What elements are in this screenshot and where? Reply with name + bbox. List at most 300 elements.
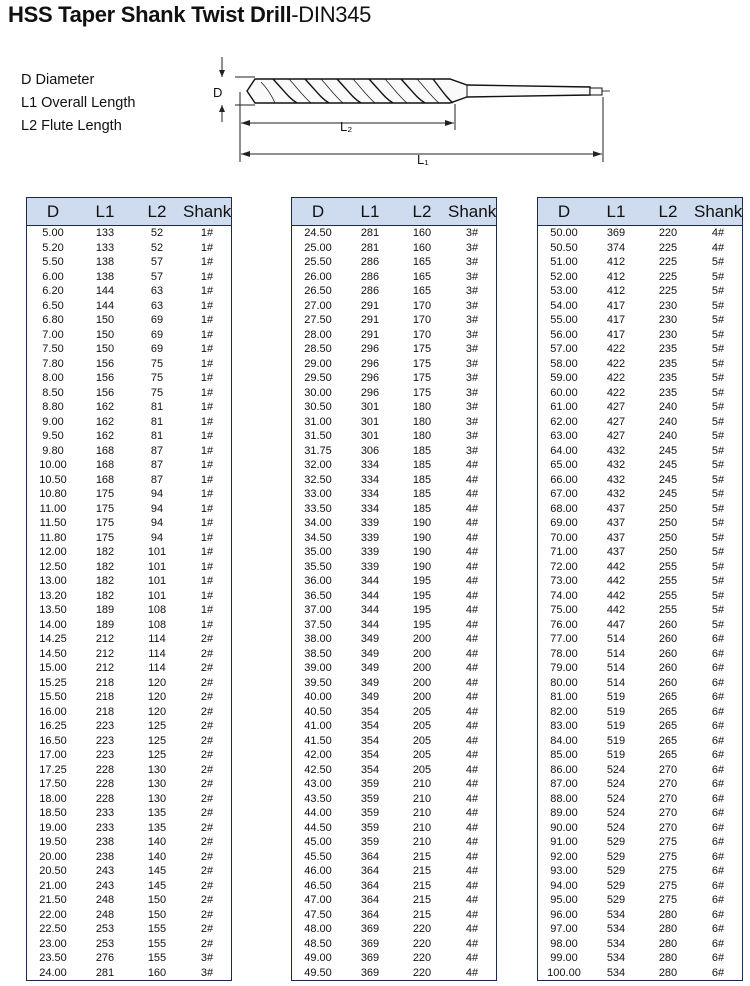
cell-overall-length: 349 <box>360 662 380 674</box>
cell-flute-length: 280 <box>658 908 678 921</box>
cell-overall-length: 529 <box>606 850 626 863</box>
cell-diameter: 54.00 <box>550 299 578 312</box>
cell-flute-length: 220 <box>658 227 678 239</box>
cell-diameter: 16.00 <box>39 705 67 718</box>
table-row <box>292 357 496 372</box>
cell-overall-length: 218 <box>95 705 115 718</box>
drill-diagram <box>205 52 625 172</box>
table-row <box>538 966 742 981</box>
cell-diameter: 64.00 <box>550 444 578 457</box>
cell-shank: 3# <box>465 227 479 239</box>
cell-overall-length: 369 <box>360 952 380 964</box>
cell-shank: 5# <box>711 415 725 428</box>
cell-shank: 6# <box>711 676 725 689</box>
cell-flute-length: 120 <box>147 691 167 703</box>
cell-diameter: 19.50 <box>39 836 67 848</box>
cell-overall-length: 534 <box>606 937 626 950</box>
cell-shank: 1# <box>200 560 214 573</box>
cell-shank: 4# <box>711 241 725 254</box>
cell-diameter: 25.00 <box>304 241 332 254</box>
cell-flute-length: 63 <box>150 299 164 312</box>
cell-shank: 1# <box>200 589 214 602</box>
cell-flute-length: 101 <box>147 560 167 573</box>
cell-shank: 1# <box>200 488 214 500</box>
cell-flute-length: 69 <box>150 343 164 355</box>
cell-overall-length: 339 <box>360 546 380 558</box>
cell-flute-length: 235 <box>658 386 678 399</box>
cell-overall-length: 162 <box>95 401 115 413</box>
cell-shank: 4# <box>465 879 479 892</box>
cell-shank: 6# <box>711 807 725 819</box>
cell-flute-length: 200 <box>412 633 432 645</box>
table-row <box>292 806 496 821</box>
cell-diameter: 67.00 <box>550 488 578 500</box>
cell-overall-length: 286 <box>360 256 380 268</box>
cell-diameter: 8.50 <box>42 386 64 399</box>
spec-table-1 <box>26 197 232 981</box>
cell-overall-length: 182 <box>95 589 115 602</box>
cell-shank: 6# <box>711 850 725 863</box>
table-row <box>538 241 742 256</box>
table-row <box>538 922 742 937</box>
cell-diameter: 27.00 <box>304 299 332 312</box>
cell-shank: 1# <box>200 415 214 428</box>
table-row <box>538 864 742 879</box>
table-row <box>27 400 231 415</box>
cell-flute-length: 275 <box>658 894 678 906</box>
cell-shank: 6# <box>711 662 725 674</box>
cell-flute-length: 240 <box>658 430 678 442</box>
cell-overall-length: 514 <box>606 662 626 674</box>
cell-shank: 1# <box>200 575 214 587</box>
cell-overall-length: 432 <box>606 459 626 471</box>
table-row <box>292 821 496 836</box>
table-row <box>538 531 742 546</box>
cell-flute-length: 250 <box>658 502 678 515</box>
cell-flute-length: 200 <box>412 676 432 689</box>
cell-diameter: 56.00 <box>550 328 578 341</box>
cell-flute-length: 81 <box>150 401 164 413</box>
cell-overall-length: 422 <box>606 386 626 399</box>
cell-shank: 6# <box>711 908 725 921</box>
cell-overall-length: 529 <box>606 879 626 892</box>
cell-shank: 4# <box>465 937 479 950</box>
table-row <box>292 574 496 589</box>
table-row <box>292 690 496 705</box>
table-row <box>292 676 496 691</box>
cell-flute-length: 280 <box>658 937 678 950</box>
cell-diameter: 94.00 <box>550 879 578 892</box>
table-row <box>538 879 742 894</box>
cell-overall-length: 286 <box>360 270 380 283</box>
cell-flute-length: 130 <box>147 792 167 805</box>
table-row <box>538 574 742 589</box>
table-row <box>538 545 742 560</box>
cell-diameter: 82.00 <box>550 705 578 718</box>
cell-overall-length: 296 <box>360 343 380 355</box>
cell-overall-length: 168 <box>95 473 115 486</box>
cell-overall-length: 422 <box>606 343 626 355</box>
table-row <box>27 850 231 865</box>
cell-flute-length: 170 <box>412 299 432 312</box>
cell-overall-length: 162 <box>95 415 115 428</box>
cell-diameter: 57.00 <box>550 343 578 355</box>
cell-diameter: 89.00 <box>550 807 578 819</box>
cell-flute-length: 160 <box>412 227 432 239</box>
cell-flute-length: 185 <box>412 444 432 457</box>
cell-shank: 2# <box>200 778 214 790</box>
cell-diameter: 30.00 <box>304 386 332 399</box>
column-header-flute-length: L2 <box>658 202 678 221</box>
table-row <box>292 516 496 531</box>
cell-shank: 6# <box>711 966 725 979</box>
table-row <box>292 879 496 894</box>
cell-overall-length: 359 <box>360 821 380 834</box>
cell-flute-length: 230 <box>658 299 678 312</box>
cell-overall-length: 228 <box>95 778 115 790</box>
cell-overall-length: 514 <box>606 633 626 645</box>
cell-overall-length: 369 <box>606 227 626 239</box>
cell-diameter: 41.50 <box>304 734 332 747</box>
cell-flute-length: 225 <box>658 270 678 283</box>
cell-shank: 3# <box>465 328 479 341</box>
cell-shank: 4# <box>465 459 479 471</box>
table-row <box>292 386 496 401</box>
cell-overall-length: 150 <box>95 328 115 341</box>
table-row <box>27 806 231 821</box>
cell-shank: 2# <box>200 908 214 921</box>
table-row <box>27 908 231 923</box>
cell-diameter: 42.50 <box>304 763 332 776</box>
cell-overall-length: 369 <box>360 923 380 935</box>
cell-flute-length: 175 <box>412 343 432 355</box>
title-main: HSS Taper Shank Twist Drill <box>8 2 292 27</box>
cell-diameter: 36.50 <box>304 589 332 602</box>
table-row <box>27 516 231 531</box>
cell-overall-length: 281 <box>95 966 115 979</box>
table-row <box>538 371 742 386</box>
table-row <box>538 719 742 734</box>
cell-flute-length: 200 <box>412 662 432 674</box>
cell-diameter: 59.00 <box>550 372 578 384</box>
cell-diameter: 8.00 <box>42 372 64 384</box>
cell-flute-length: 63 <box>150 285 164 297</box>
cell-shank: 5# <box>711 459 725 471</box>
cell-diameter: 80.00 <box>550 676 578 689</box>
table-row <box>27 937 231 952</box>
table-row <box>292 777 496 792</box>
cell-diameter: 87.00 <box>550 778 578 790</box>
cell-diameter: 10.80 <box>39 488 67 500</box>
cell-overall-length: 514 <box>606 676 626 689</box>
cell-overall-length: 223 <box>95 749 115 761</box>
table-row <box>538 893 742 908</box>
cell-overall-length: 427 <box>606 415 626 428</box>
column-header-diameter: D <box>557 202 571 221</box>
cell-flute-length: 145 <box>147 865 167 877</box>
cell-shank: 2# <box>200 923 214 935</box>
cell-overall-length: 334 <box>360 502 380 515</box>
cell-diameter: 22.50 <box>39 923 67 935</box>
cell-shank: 5# <box>711 517 725 529</box>
cell-shank: 4# <box>465 923 479 935</box>
table-row <box>538 937 742 952</box>
cell-flute-length: 170 <box>412 328 432 341</box>
cell-shank: 2# <box>200 850 214 863</box>
cell-shank: 6# <box>711 792 725 805</box>
table-row <box>292 328 496 343</box>
cell-flute-length: 245 <box>658 444 678 457</box>
cell-overall-length: 301 <box>360 430 380 442</box>
cell-diameter: 51.00 <box>550 256 578 268</box>
cell-flute-length: 270 <box>658 807 678 819</box>
table-row <box>27 661 231 676</box>
cell-diameter: 13.50 <box>39 604 67 616</box>
cell-overall-length: 243 <box>95 865 115 877</box>
table-row <box>292 850 496 865</box>
cell-flute-length: 220 <box>412 937 432 950</box>
cell-diameter: 83.00 <box>550 720 578 732</box>
cell-shank: 2# <box>200 865 214 877</box>
table-row <box>538 560 742 575</box>
cell-flute-length: 87 <box>150 444 164 457</box>
cell-shank: 2# <box>200 734 214 747</box>
cell-overall-length: 369 <box>360 966 380 979</box>
cell-shank: 2# <box>200 705 214 718</box>
table-row <box>27 792 231 807</box>
table-row <box>292 226 496 241</box>
cell-shank: 6# <box>711 879 725 892</box>
cell-diameter: 27.50 <box>304 314 332 326</box>
cell-diameter: 34.00 <box>304 517 332 529</box>
table-row <box>292 371 496 386</box>
cell-overall-length: 412 <box>606 270 626 283</box>
cell-shank: 3# <box>200 966 214 979</box>
table-row <box>538 386 742 401</box>
cell-flute-length: 150 <box>147 894 167 906</box>
table-row <box>27 893 231 908</box>
cell-shank: 2# <box>200 807 214 819</box>
cell-shank: 4# <box>465 807 479 819</box>
cell-shank: 3# <box>465 299 479 312</box>
cell-shank: 1# <box>200 502 214 515</box>
cell-overall-length: 364 <box>360 865 380 877</box>
cell-shank: 6# <box>711 923 725 935</box>
cell-diameter: 12.50 <box>39 560 67 573</box>
cell-shank: 4# <box>465 763 479 776</box>
cell-flute-length: 69 <box>150 314 164 326</box>
table-row <box>292 647 496 662</box>
table-row <box>27 429 231 444</box>
cell-flute-length: 275 <box>658 865 678 877</box>
cell-diameter: 90.00 <box>550 821 578 834</box>
cell-shank: 3# <box>465 314 479 326</box>
cell-overall-length: 301 <box>360 415 380 428</box>
cell-shank: 1# <box>200 517 214 529</box>
cell-diameter: 36.00 <box>304 575 332 587</box>
cell-shank: 1# <box>200 270 214 283</box>
cell-diameter: 23.00 <box>39 937 67 950</box>
cell-diameter: 48.50 <box>304 937 332 950</box>
cell-flute-length: 120 <box>147 676 167 689</box>
cell-flute-length: 270 <box>658 778 678 790</box>
cell-overall-length: 354 <box>360 705 380 718</box>
cell-diameter: 5.00 <box>42 227 64 239</box>
column-header-flute-length: L2 <box>412 202 432 221</box>
cell-diameter: 91.00 <box>550 836 578 848</box>
cell-flute-length: 57 <box>150 270 164 283</box>
cell-flute-length: 81 <box>150 415 164 428</box>
table-row <box>27 821 231 836</box>
cell-overall-length: 168 <box>95 444 115 457</box>
table-row <box>292 531 496 546</box>
cell-overall-length: 427 <box>606 430 626 442</box>
cell-diameter: 45.50 <box>304 850 332 863</box>
table-row <box>27 719 231 734</box>
cell-flute-length: 190 <box>412 531 432 544</box>
table-row <box>538 313 742 328</box>
cell-overall-length: 138 <box>95 270 115 283</box>
cell-overall-length: 281 <box>360 227 380 239</box>
table-row <box>538 777 742 792</box>
cell-flute-length: 265 <box>658 749 678 761</box>
table-row <box>292 284 496 299</box>
cell-overall-length: 339 <box>360 560 380 573</box>
cell-shank: 3# <box>465 386 479 399</box>
cell-shank: 4# <box>465 691 479 703</box>
cell-overall-length: 442 <box>606 575 626 587</box>
cell-overall-length: 339 <box>360 517 380 529</box>
cell-flute-length: 260 <box>658 662 678 674</box>
cell-shank: 4# <box>465 676 479 689</box>
table-row <box>292 951 496 966</box>
cell-shank: 1# <box>200 372 214 384</box>
table-row <box>292 444 496 459</box>
cell-overall-length: 306 <box>360 444 380 457</box>
cell-overall-length: 175 <box>95 517 115 529</box>
cell-flute-length: 190 <box>412 517 432 529</box>
cell-overall-length: 286 <box>360 285 380 297</box>
table-row <box>292 966 496 981</box>
cell-flute-length: 160 <box>412 241 432 254</box>
cell-shank: 1# <box>200 531 214 544</box>
cell-diameter: 18.00 <box>39 792 67 805</box>
cell-overall-length: 253 <box>95 937 115 950</box>
cell-flute-length: 270 <box>658 792 678 805</box>
cell-shank: 2# <box>200 937 214 950</box>
cell-flute-length: 205 <box>412 734 432 747</box>
cell-overall-length: 364 <box>360 908 380 921</box>
table-row <box>27 618 231 633</box>
cell-shank: 3# <box>465 343 479 355</box>
cell-overall-length: 238 <box>95 850 115 863</box>
spec-table-2 <box>291 197 497 981</box>
cell-flute-length: 190 <box>412 560 432 573</box>
cell-overall-length: 349 <box>360 633 380 645</box>
cell-overall-length: 344 <box>360 575 380 587</box>
table-row <box>292 937 496 952</box>
cell-flute-length: 140 <box>147 850 167 863</box>
cell-flute-length: 114 <box>148 647 166 660</box>
table-row <box>27 603 231 618</box>
cell-flute-length: 57 <box>150 256 164 268</box>
table-row <box>292 255 496 270</box>
cell-flute-length: 245 <box>658 473 678 486</box>
cell-flute-length: 200 <box>412 647 432 660</box>
cell-flute-length: 235 <box>658 372 678 384</box>
cell-diameter: 79.00 <box>550 662 578 674</box>
cell-flute-length: 52 <box>150 227 164 239</box>
l2-dimension-label: L₂ <box>340 119 353 134</box>
cell-overall-length: 175 <box>95 488 115 500</box>
table-row <box>292 313 496 328</box>
table-row <box>27 487 231 502</box>
cell-shank: 5# <box>711 299 725 312</box>
column-header-shank: Shank <box>448 202 497 221</box>
table-row <box>27 371 231 386</box>
cell-overall-length: 349 <box>360 691 380 703</box>
cell-shank: 4# <box>465 546 479 558</box>
cell-overall-length: 432 <box>606 488 626 500</box>
cell-flute-length: 210 <box>412 792 432 805</box>
cell-flute-length: 215 <box>412 865 432 877</box>
cell-diameter: 14.00 <box>39 618 67 631</box>
cell-diameter: 17.25 <box>39 763 67 776</box>
cell-overall-length: 417 <box>606 328 626 341</box>
cell-shank: 3# <box>465 357 479 370</box>
cell-diameter: 63.00 <box>550 430 578 442</box>
cell-flute-length: 255 <box>658 589 678 602</box>
cell-shank: 4# <box>711 227 725 239</box>
cell-diameter: 6.00 <box>42 270 64 283</box>
cell-diameter: 46.00 <box>304 865 332 877</box>
cell-diameter: 42.00 <box>304 749 332 761</box>
table-row <box>292 241 496 256</box>
cell-shank: 4# <box>465 647 479 660</box>
table-row <box>538 763 742 778</box>
cell-overall-length: 223 <box>95 720 115 732</box>
table-row <box>538 255 742 270</box>
cell-shank: 2# <box>200 691 214 703</box>
table-row <box>27 705 231 720</box>
cell-overall-length: 359 <box>360 807 380 819</box>
cell-shank: 2# <box>200 879 214 892</box>
cell-overall-length: 354 <box>360 763 380 776</box>
table-row <box>27 342 231 357</box>
table-row <box>27 313 231 328</box>
cell-overall-length: 344 <box>360 618 380 631</box>
cell-shank: 5# <box>711 270 725 283</box>
cell-flute-length: 260 <box>658 633 678 645</box>
table-row <box>27 270 231 285</box>
cell-shank: 6# <box>711 821 725 834</box>
cell-shank: 6# <box>711 894 725 906</box>
cell-overall-length: 442 <box>606 589 626 602</box>
cell-overall-length: 138 <box>95 256 115 268</box>
cell-diameter: 46.50 <box>304 879 332 892</box>
cell-shank: 6# <box>711 763 725 776</box>
cell-overall-length: 364 <box>360 850 380 863</box>
cell-overall-length: 354 <box>360 734 380 747</box>
cell-flute-length: 87 <box>150 473 164 486</box>
cell-shank: 4# <box>465 531 479 544</box>
cell-flute-length: 150 <box>147 908 167 921</box>
cell-overall-length: 514 <box>606 647 626 660</box>
table-row <box>292 342 496 357</box>
cell-overall-length: 182 <box>95 575 115 587</box>
table-row <box>27 545 231 560</box>
table-header <box>538 198 742 226</box>
